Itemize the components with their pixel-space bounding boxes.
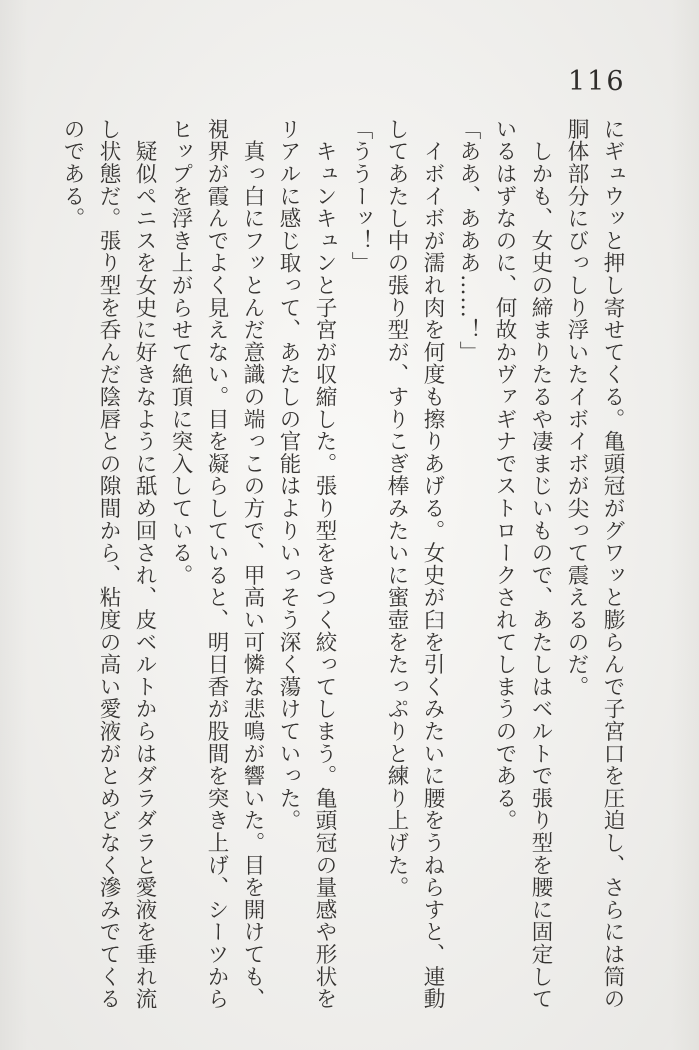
text-line: 視界が霞んでよく見えない。目を凝らしていると、明日香が股間を突き上げ、シーツから [204, 118, 229, 1010]
text-line: のである。 [60, 118, 85, 230]
text-line: にギュウッと押し寄せてくる。亀頭冠がグワッと膨らんで子宮口を圧迫し、さらには筒の [600, 118, 625, 1010]
text-line: イボイボが濡れ肉を何度も擦りあげる。女史が臼を引くみたいに腰をうねらすと、連動 [420, 118, 445, 1010]
text-line: 胴体部分にびっしり浮いたイボイボが尖って震えるのだ。 [564, 118, 589, 698]
text-line: キュンキュンと子宮が収縮した。張り型をきつく絞ってしまう。亀頭冠の量感や形状を [312, 118, 337, 1010]
text-line: し状態だ。張り型を呑んだ陰唇との隙間から、粘度の高い愛液がとめどなく滲みでてくる [96, 118, 121, 1010]
text-line: ヒップを浮き上がらせて絶頂に突入している。 [168, 118, 193, 587]
text-line: いるはずなのに、何故かヴァギナでストロークされてしまうのである。 [492, 118, 517, 832]
body-text [54, 118, 630, 1023]
text-line: リアルに感じ取って、あたしの官能はよりいっそう深く蕩けていった。 [276, 118, 301, 832]
text-line: しかも、女史の締まりたるや凄まじいもので、あたしはベルトで張り型を腰に固定して [528, 118, 553, 1010]
text-line: 「ううーッ！」 [348, 118, 373, 275]
page-number: 116 [568, 66, 626, 97]
text-line: 「ああ、あああ……！」 [456, 118, 481, 364]
text-line: 疑似ペニスを女史に好きなように舐め回され、皮ベルトからはダラダラと愛液を垂れ流 [132, 118, 157, 1010]
text-line: 真っ白にフッとんだ意識の端っこの方で、甲高い可憐な悲鳴が響いた。目を開けても、 [240, 118, 265, 1010]
text-line: してあたし中の張り型が、すりこぎ棒みたいに蜜壺をたっぷりと練り上げた。 [384, 118, 409, 899]
